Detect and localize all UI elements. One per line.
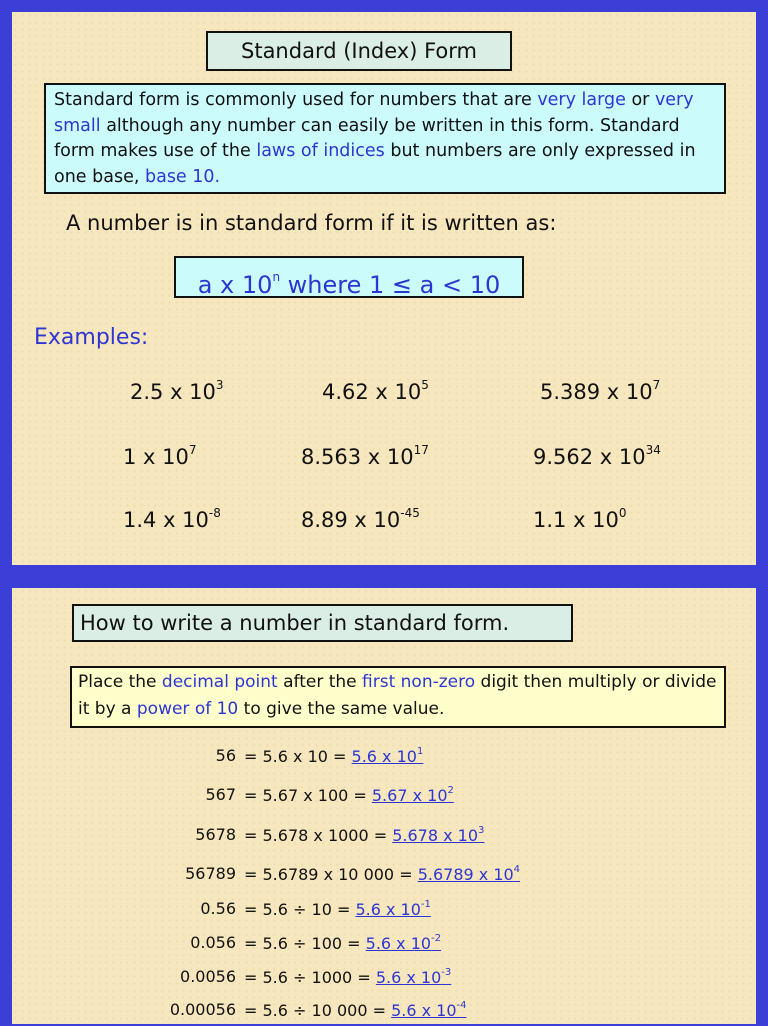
conversion-number: 0.56 — [200, 899, 236, 918]
conversion-number: 0.056 — [190, 933, 236, 952]
conversion-number: 56 — [215, 746, 236, 765]
example-item: 1.1 x $10^0$ — [533, 506, 627, 532]
conversion-number: 0.0056 — [180, 967, 236, 986]
highlight-base-10: base 10. — [144, 166, 221, 187]
conversion-result: 5.6 x $10^{-3}$ — [375, 967, 452, 987]
conversion-expression: = 5.6 ÷ 1000 = 5.6 x $10^{-3}$ — [244, 967, 452, 987]
formula-exponent: n — [272, 270, 281, 284]
conversion-result: 5.6 x $10^1$ — [351, 746, 424, 766]
conversion-expression: = 5.678 x 1000 = 5.678 x $10^3$ — [244, 825, 485, 845]
conversion-row — [12, 864, 756, 890]
rule-text: after the — [277, 672, 363, 692]
rule-text: digit then multiply or divide it by a — [78, 672, 717, 719]
intro-text: or — [625, 90, 655, 110]
formula-condition: where 1 ≤ a < 10 — [280, 271, 501, 299]
conversion-result: 5.678 x $10^3$ — [392, 825, 485, 845]
conversion-row — [12, 785, 756, 811]
highlight-very-small: very small — [54, 90, 694, 136]
conversion-number: 5678 — [195, 825, 236, 844]
rule-box — [70, 666, 726, 728]
conversion-result: 5.6 x $10^{-1}$ — [355, 899, 431, 919]
intro-text: although any number can easily be written in this form. Standard form makes use of the — [54, 115, 680, 161]
conversion-expression: = 5.67 x 100 = 5.67 x $10^2$ — [244, 785, 454, 805]
conversion-row — [12, 899, 756, 925]
conversion-row — [12, 746, 756, 772]
conversion-result: 5.67 x $10^2$ — [371, 785, 454, 805]
formula-base: a x 10 — [197, 271, 273, 299]
highlight-decimal-point: decimal point — [161, 672, 278, 692]
example-item: 5.389 x $10^7$ — [540, 378, 661, 404]
example-item: 4.62 x $10^5$ — [322, 378, 429, 404]
conversion-expression: = 5.6 ÷ 100 = 5.6 x $10^{-2}$ — [244, 933, 442, 953]
rule-text: Place the — [78, 672, 162, 692]
conversion-row — [12, 825, 756, 851]
formula-box — [174, 256, 524, 298]
conversion-row — [12, 1000, 756, 1026]
example-item: 8.563 x $10^{17}$ — [301, 443, 429, 469]
example-item: 2.5 x $10^3$ — [130, 378, 224, 404]
conversion-expression: = 5.6 ÷ 10 = 5.6 x $10^{-1}$ — [244, 899, 431, 919]
conversion-row — [12, 933, 756, 959]
conversion-row — [12, 967, 756, 993]
highlight-very-large: very large — [537, 90, 626, 110]
slide-how-to-write — [12, 588, 756, 1024]
conversion-number: 0.00056 — [169, 1000, 236, 1019]
intro-paragraph — [44, 83, 726, 194]
rule-text: to give the same value. — [238, 699, 445, 719]
slide-title: How to write a number in standard form. — [72, 604, 573, 642]
definition-line: A number is in standard form if it is written as: — [66, 211, 557, 235]
intro-text: Standard form is commonly used for numbers that are — [54, 90, 538, 110]
conversion-number: 567 — [205, 785, 236, 804]
example-item: 1.4 x $10^{-8}$ — [123, 506, 221, 532]
intro-text: but numbers are only expressed in one base, — [54, 141, 696, 187]
example-item: 1 x $10^7$ — [123, 443, 197, 469]
conversion-result: 5.6 x $10^{-2}$ — [365, 933, 442, 953]
conversion-expression: = 5.6789 x 10 000 = 5.6789 x $10^4$ — [244, 864, 521, 884]
highlight-first-non-zero: first non-zero — [362, 672, 476, 692]
example-item: 9.562 x $10^{34}$ — [533, 443, 661, 469]
highlight-laws-of-indices: laws of indices — [256, 141, 385, 161]
conversion-result: 5.6789 x $10^4$ — [417, 864, 521, 884]
highlight-power-of-10: power of 10 — [136, 699, 239, 719]
example-item: 8.89 x $10^{-45}$ — [301, 506, 420, 532]
conversion-number: 56789 — [185, 864, 236, 883]
examples-heading: Examples: — [34, 325, 149, 350]
conversion-expression: = 5.6 x 10 = 5.6 x $10^1$ — [244, 746, 424, 766]
conversion-expression: = 5.6 ÷ 10 000 = 5.6 x $10^{-4}$ — [244, 1000, 467, 1020]
conversion-result: 5.6 x $10^{-4}$ — [391, 1000, 467, 1020]
slide-standard-form — [12, 12, 756, 565]
slide-title: Standard (Index) Form — [206, 31, 512, 71]
